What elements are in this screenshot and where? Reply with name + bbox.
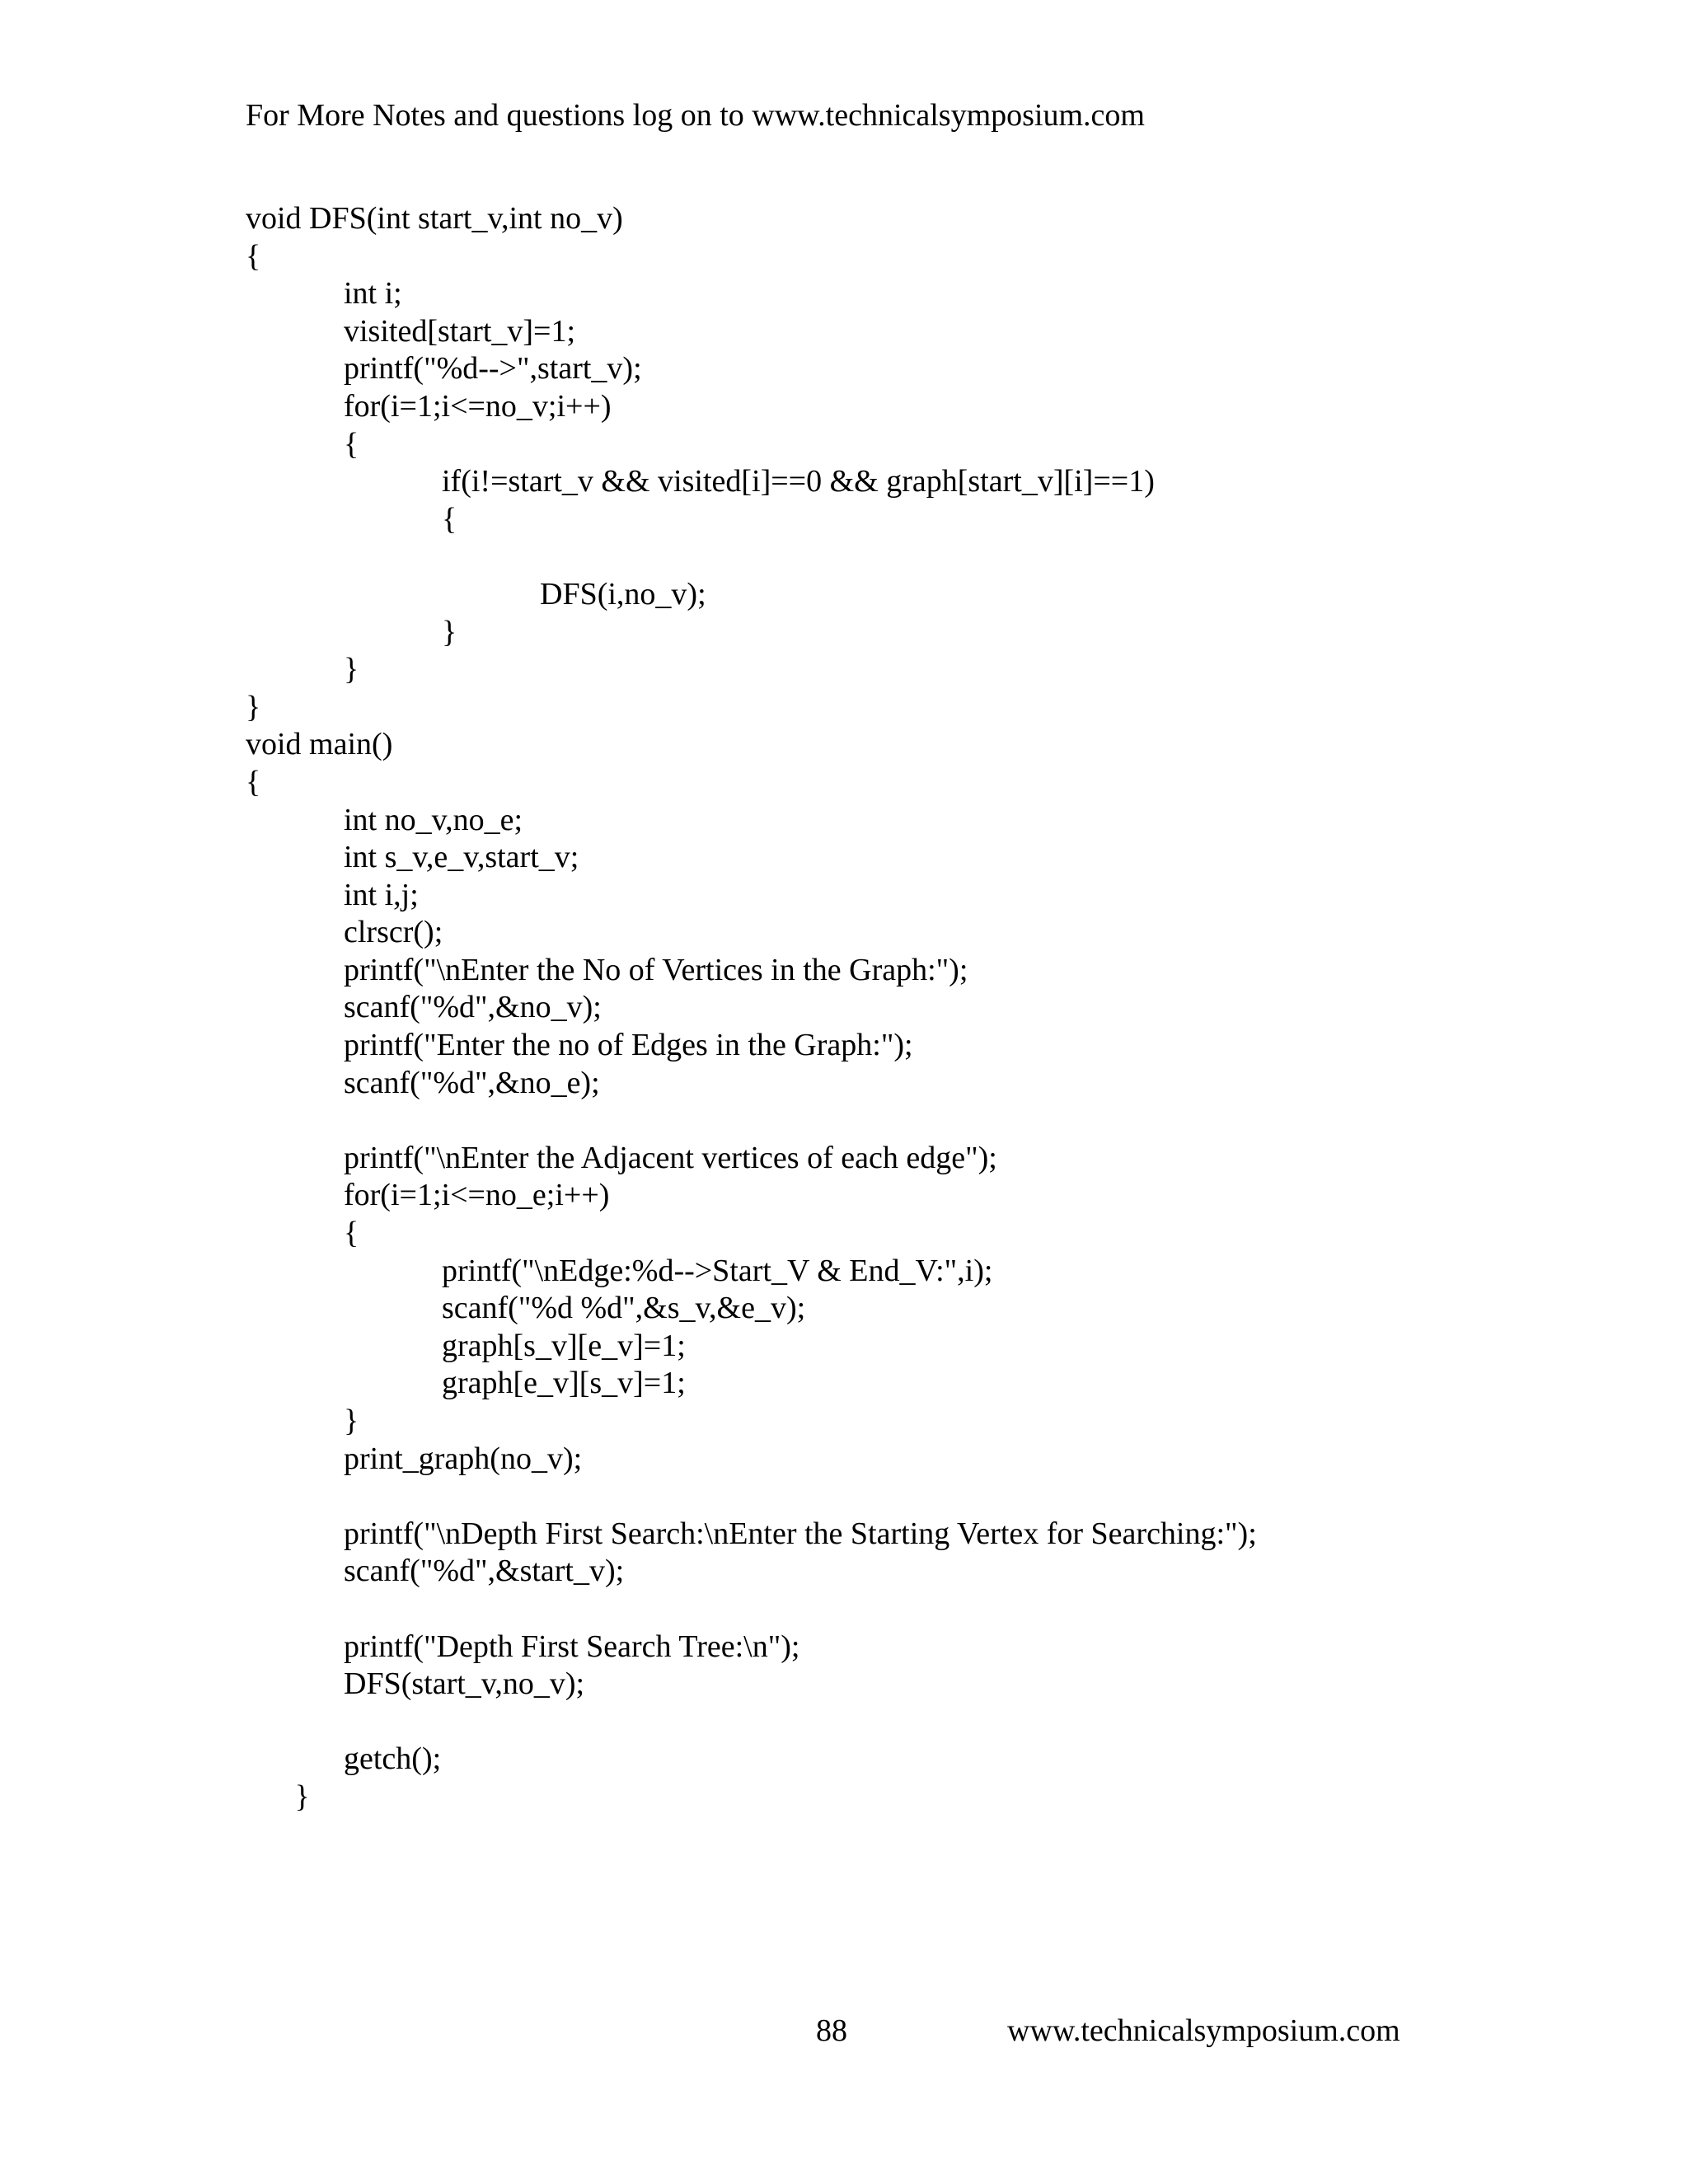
code-line: visited[start_v]=1;: [344, 313, 576, 349]
code-line: printf("Enter the no of Edges in the Graph:");: [344, 1028, 913, 1063]
code-line: DFS(start_v,no_v);: [344, 1666, 585, 1702]
code-blank-line: [246, 538, 1647, 576]
code-line: {: [246, 238, 261, 274]
code-line: void DFS(int start_v,int no_v): [246, 201, 623, 236]
code-line: {: [442, 501, 457, 537]
code-line: graph[e_v][s_v]=1;: [442, 1366, 686, 1401]
code-line: print_graph(no_v);: [344, 1441, 583, 1476]
code-line: printf("\nEnter the No of Vertices in the Graph:");: [344, 952, 968, 987]
code-line: scanf("%d",&no_e);: [344, 1065, 600, 1100]
code-line: scanf("%d %d",&s_v,&e_v);: [442, 1291, 806, 1326]
code-blank-line: [246, 1102, 1647, 1140]
code-line: }: [246, 689, 261, 724]
code-line: printf("%d-->",start_v);: [344, 351, 642, 387]
code-listing: [246, 200, 1647, 1816]
code-line: {: [344, 426, 359, 462]
code-line: int i;: [344, 276, 402, 312]
code-line: scanf("%d",&no_v);: [344, 990, 602, 1025]
code-line: DFS(i,no_v);: [540, 576, 706, 612]
code-line: }: [294, 1779, 310, 1814]
code-line: int i,j;: [344, 877, 419, 912]
code-line: getch();: [344, 1741, 442, 1777]
footer-url: www.technicalsymposium.com: [1007, 2013, 1400, 2048]
page-number: 88: [816, 2013, 847, 2048]
code-line: printf("\nEnter the Adjacent vertices of each edge");: [344, 1140, 997, 1175]
code-line: }: [442, 614, 457, 649]
code-line: clrscr();: [344, 915, 443, 950]
code-line: for(i=1;i<=no_v;i++): [344, 388, 612, 424]
code-line: {: [246, 764, 261, 799]
code-line: printf("\nEdge:%d-->Start_V & End_V:",i);: [442, 1253, 993, 1288]
code-line: printf("Depth First Search Tree:\n");: [344, 1629, 800, 1664]
code-line: void main(): [246, 727, 393, 762]
code-blank-line: [246, 1591, 1647, 1629]
code-line: if(i!=start_v && visited[i]==0 && graph[start_v][i]==1): [442, 464, 1155, 499]
code-line: int no_v,no_e;: [344, 802, 523, 837]
code-line: }: [344, 652, 359, 687]
code-line: for(i=1;i<=no_e;i++): [344, 1178, 610, 1213]
code-blank-line: [246, 1704, 1647, 1741]
code-line: scanf("%d",&start_v);: [344, 1554, 625, 1589]
page-header: For More Notes and questions log on to www.technicalsymposium.com: [246, 98, 1145, 133]
code-line: }: [344, 1404, 359, 1438]
code-line: printf("\nDepth First Search:\nEnter the Starting Vertex for Searching:");: [344, 1516, 1257, 1551]
code-line: graph[s_v][e_v]=1;: [442, 1328, 686, 1363]
code-line: {: [344, 1216, 359, 1251]
code-blank-line: [246, 1478, 1647, 1516]
code-line: int s_v,e_v,start_v;: [344, 840, 579, 875]
